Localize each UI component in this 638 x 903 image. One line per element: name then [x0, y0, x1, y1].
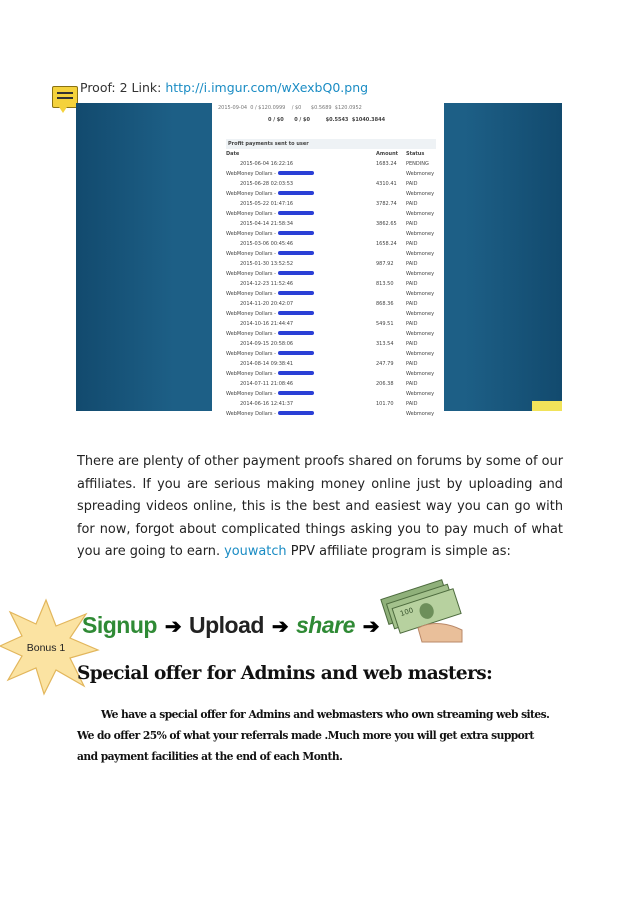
- payment-row: [226, 219, 436, 229]
- payment-amount: 247.79: [376, 361, 394, 367]
- payment-date: 2015-04-14 21:58:34: [240, 221, 294, 227]
- payment-row: [226, 159, 436, 169]
- payment-amount: 549.51: [376, 321, 394, 327]
- redaction-scribble: [278, 391, 314, 395]
- steps-row: [82, 612, 381, 639]
- redaction-scribble: [278, 331, 314, 335]
- payment-row: [226, 199, 436, 209]
- payment-date: 2014-06-16 12:41:37: [240, 401, 294, 407]
- redaction-scribble: [278, 311, 314, 315]
- payments-table: [226, 139, 436, 419]
- redaction-scribble: [278, 251, 314, 255]
- payment-status: PAID: [406, 361, 418, 367]
- payment-row: [226, 179, 436, 189]
- payment-amount: 813.50: [376, 281, 394, 287]
- payment-proof-screenshot: [76, 103, 562, 417]
- payment-rows: [226, 159, 436, 419]
- payment-row: [226, 359, 436, 369]
- payment-method-row: [226, 169, 436, 179]
- payment-date: 2014-08-14 09:38:41: [240, 361, 294, 367]
- payment-status: PAID: [406, 281, 418, 287]
- payment-date: 2014-09-15 20:58:06: [240, 341, 294, 347]
- payment-method-row: [226, 369, 436, 379]
- payment-status: PAID: [406, 321, 418, 327]
- money-hand-image: [378, 578, 462, 642]
- youwatch-link[interactable]: youwatch: [224, 544, 287, 559]
- arrow-right-icon: ➔: [271, 616, 289, 638]
- offer-title: Special offer for Admins and web masters:: [77, 663, 493, 684]
- payment-method: WebMoney Dollars -: [226, 351, 376, 357]
- payment-date: 2014-12-23 11:52:46: [240, 281, 294, 287]
- payments-table-title: Profit payments sent to user: [226, 139, 436, 149]
- screenshot-panel: [212, 103, 444, 417]
- payment-status: PAID: [406, 341, 418, 347]
- payment-row: [226, 319, 436, 329]
- payment-method-row: [226, 349, 436, 359]
- payment-date: 2015-03-06 00:45:46: [240, 241, 294, 247]
- redaction-scribble: [278, 411, 314, 415]
- payment-method-status: Webmoney: [406, 411, 435, 417]
- payment-status: PAID: [406, 401, 418, 407]
- payment-method: WebMoney Dollars -: [226, 411, 376, 417]
- payment-method-row: [226, 209, 436, 219]
- redaction-scribble: [278, 351, 314, 355]
- payment-date: 2014-10-16 21:44:47: [240, 321, 294, 327]
- body-paragraph: [77, 451, 563, 564]
- svg-text:100: 100: [399, 606, 415, 619]
- payment-method: WebMoney Dollars -: [226, 211, 376, 217]
- note-comment-icon: [52, 86, 78, 108]
- payment-method-row: [226, 329, 436, 339]
- payment-method: WebMoney Dollars -: [226, 331, 376, 337]
- payment-method-row: [226, 409, 436, 419]
- payment-status: PAID: [406, 201, 418, 207]
- payment-status: PAID: [406, 261, 418, 267]
- payment-amount: 1683.24: [376, 161, 397, 167]
- payment-method-row: [226, 389, 436, 399]
- payment-method-status: Webmoney: [406, 271, 435, 277]
- payment-method-status: Webmoney: [406, 331, 435, 337]
- payment-method-row: [226, 269, 436, 279]
- payment-method-row: [226, 289, 436, 299]
- bonus-label: Bonus 1: [26, 642, 66, 654]
- payment-method-status: Webmoney: [406, 171, 435, 177]
- payment-method: WebMoney Dollars -: [226, 171, 376, 177]
- redaction-scribble: [278, 191, 314, 195]
- payment-date: 2015-06-04 16:22:16: [240, 161, 294, 167]
- screenshot-corner: [532, 401, 562, 411]
- payment-method-status: Webmoney: [406, 251, 435, 257]
- payment-amount: 3782.74: [376, 201, 397, 207]
- arrow-right-icon: ➔: [164, 616, 182, 638]
- proof-label: Proof: 2 Link:: [80, 80, 162, 95]
- payment-row: [226, 379, 436, 389]
- payment-method-status: Webmoney: [406, 311, 435, 317]
- payment-date: 2015-01-30 13:52:52: [240, 261, 294, 267]
- payment-date: 2015-05-22 01:47:16: [240, 201, 294, 207]
- payment-status: PAID: [406, 241, 418, 247]
- step-share: share: [295, 612, 355, 638]
- screenshot-top-row-2: 0 / $0 0 / $0 $0.5543 $1040.3844: [268, 117, 386, 123]
- payment-date: 2015-06-28 02:03:53: [240, 181, 294, 187]
- paragraph-text: There are plenty of other payment proofs shared on forums by some of our affiliates. If you are serious making money online just by uploading and spreading videos online, this is the best and easiest way you can go with for now, forgot about complicated things asking you to pay much of what you are going to earn.: [77, 454, 563, 559]
- offer-body: We have a special offer for Admins and webmasters who own streaming web sites. We do offer 25% of what your referrals made .Much more you will get extra support and payment facilities at the end of each Month.: [77, 708, 550, 763]
- payment-method-row: [226, 249, 436, 259]
- payment-status: PAID: [406, 381, 418, 387]
- payment-status: PAID: [406, 301, 418, 307]
- payment-row: [226, 259, 436, 269]
- payment-method: WebMoney Dollars -: [226, 271, 376, 277]
- redaction-scribble: [278, 291, 314, 295]
- redaction-scribble: [278, 271, 314, 275]
- payment-method-status: Webmoney: [406, 391, 435, 397]
- payment-row: [226, 399, 436, 409]
- payment-amount: 4310.41: [376, 181, 397, 187]
- paragraph-tail: PPV affiliate program is simple as:: [286, 544, 511, 559]
- payments-table-header: Date Amount Status: [226, 151, 425, 157]
- payment-amount: 206.38: [376, 381, 394, 387]
- proof-line: [80, 80, 368, 95]
- payment-method: WebMoney Dollars -: [226, 251, 376, 257]
- redaction-scribble: [278, 231, 314, 235]
- payment-amount: 1658.24: [376, 241, 397, 247]
- payment-amount: 987.92: [376, 261, 394, 267]
- step-signup: Signup: [82, 612, 157, 638]
- payment-method: WebMoney Dollars -: [226, 231, 376, 237]
- payment-date: 2014-11-20 20:42:07: [240, 301, 294, 307]
- payment-method-status: Webmoney: [406, 211, 435, 217]
- payment-method-status: Webmoney: [406, 371, 435, 377]
- payment-method: WebMoney Dollars -: [226, 371, 376, 377]
- payment-method-row: [226, 189, 436, 199]
- step-upload: Upload: [188, 612, 264, 638]
- payment-amount: 868.36: [376, 301, 394, 307]
- payment-method-status: Webmoney: [406, 351, 435, 357]
- payment-amount: 101.70: [376, 401, 394, 407]
- redaction-scribble: [278, 211, 314, 215]
- payment-method-status: Webmoney: [406, 191, 435, 197]
- payment-row: [226, 339, 436, 349]
- payment-method-status: Webmoney: [406, 231, 435, 237]
- payment-method-row: [226, 229, 436, 239]
- payment-method: WebMoney Dollars -: [226, 391, 376, 397]
- payment-status: PAID: [406, 221, 418, 227]
- payment-method-row: [226, 309, 436, 319]
- payment-status: PAID: [406, 181, 418, 187]
- payment-method: WebMoney Dollars -: [226, 191, 376, 197]
- payment-row: [226, 279, 436, 289]
- screenshot-top-row-1: 2015-09-04 0 / $120.0999 / $0 $0.5689 $120.0952: [218, 105, 362, 111]
- payment-row: [226, 239, 436, 249]
- proof-link[interactable]: http://i.imgur.com/wXexbQ0.png: [165, 80, 369, 95]
- payment-method: WebMoney Dollars -: [226, 291, 376, 297]
- payment-method: WebMoney Dollars -: [226, 311, 376, 317]
- payment-date: 2014-07-11 21:08:46: [240, 381, 294, 387]
- payment-row: [226, 299, 436, 309]
- payment-method-status: Webmoney: [406, 291, 435, 297]
- redaction-scribble: [278, 171, 314, 175]
- payment-status: PENDING: [406, 161, 429, 167]
- arrow-right-icon: ➔: [362, 616, 380, 638]
- payment-amount: 313.54: [376, 341, 394, 347]
- payment-amount: 3862.65: [376, 221, 397, 227]
- redaction-scribble: [278, 371, 314, 375]
